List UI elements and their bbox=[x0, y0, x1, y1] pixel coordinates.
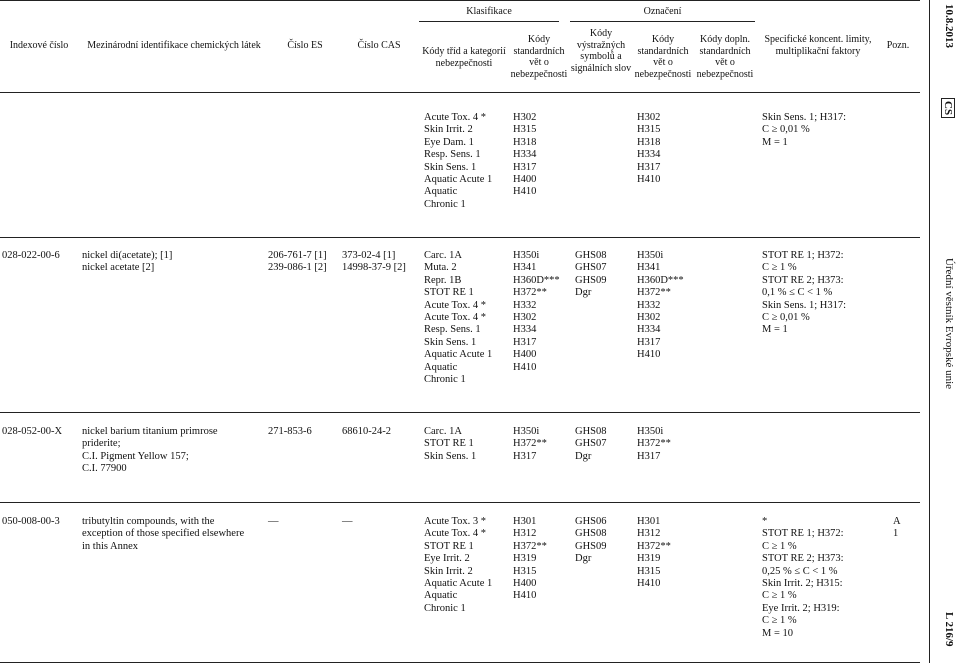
side-divider bbox=[929, 0, 930, 663]
header-intl-id: Mezinárodní identifikace chemických látek bbox=[87, 40, 261, 51]
row1-class-h: H350i H341 H360D*** H372** H332 H302 H334 H317 H400 H410 bbox=[513, 250, 560, 373]
row0-label-h: H302 H315 H318 H334 H317 H410 bbox=[637, 112, 661, 186]
header-spec-limits: Specifické koncent. limity, multiplikační faktory bbox=[764, 34, 872, 57]
row2-ec: 271-853-6 bbox=[268, 426, 312, 437]
side-lang: CS bbox=[941, 98, 955, 118]
row3-class-h: H301 H312 H372** H319 H315 H400 H410 bbox=[513, 516, 547, 602]
side-page: L 216/9 bbox=[943, 612, 955, 647]
row3-index: 050-008-00-3 bbox=[2, 516, 60, 527]
row3-cas: — bbox=[342, 516, 353, 527]
row2-cas: 68610-24-2 bbox=[342, 426, 391, 437]
row0-class-h: H302 H315 H318 H334 H317 H400 H410 bbox=[513, 112, 537, 198]
row3-label-h: H301 H312 H372** H319 H315 H410 bbox=[637, 516, 671, 590]
row2-name: nickel barium titanium primrose priderite; C.I. Pigment Yellow 157; C.I. 77900 bbox=[82, 426, 218, 475]
row3-classes: Acute Tox. 3 * Acute Tox. 4 * STOT RE 1 Eye Irrit. 2 Skin Irrit. 2 Aquatic Acute 1 Aquatic Chronic 1 bbox=[424, 516, 493, 614]
header-suppl-h: Kódy dopln. standardních vět o nebezpečnosti bbox=[696, 34, 754, 80]
row0-classes: Acute Tox. 4 * Skin Irrit. 2 Eye Dam. 1 Resp. Sens. 1 Skin Sens. 1 Aquatic Acute 1 Aquatic Chronic 1 bbox=[424, 112, 493, 210]
row-rule-3 bbox=[0, 502, 920, 503]
header-bottom-rule bbox=[0, 92, 920, 93]
labelling-underline bbox=[570, 21, 755, 22]
side-journal: Úřední věstník Evropské unie bbox=[943, 258, 955, 390]
row0-limits: Skin Sens. 1; H317: C ≥ 0,01 % M = 1 bbox=[762, 112, 847, 148]
row3-name: tributyltin compounds, with the exception of those specified elsewhere in this Annex bbox=[82, 516, 245, 552]
header-classification: Klasifikace bbox=[466, 6, 512, 17]
row3-limits: * STOT RE 1; H372: C ≥ 1 % STOT RE 2; H373: 0,25 % ≤ C < 1 % Skin Irrit. 2; H315: C ≥ 1 % Eye Irrit. 2; H319: C ≥ 1 % M = 10 bbox=[762, 516, 844, 639]
header-class-codes: Kódy tříd a kategorií nebezpečnosti bbox=[422, 46, 506, 69]
row2-class-h: H350i H372** H317 bbox=[513, 426, 547, 462]
row1-limits: STOT RE 1; H372: C ≥ 1 % STOT RE 2; H373: 0,1 % ≤ C < 1 % Skin Sens. 1; H317: C ≥ 0,01 % M = 1 bbox=[762, 250, 847, 336]
header-pictogram: Kódy výstražných symbolů a signálních slov bbox=[570, 28, 632, 74]
header-top-rule bbox=[0, 0, 920, 1]
classification-underline bbox=[419, 21, 559, 22]
row3-notes: A 1 bbox=[893, 516, 901, 540]
row3-ec: — bbox=[268, 516, 279, 527]
row2-index: 028-052-00-X bbox=[2, 426, 63, 437]
row2-classes: Carc. 1A STOT RE 1 Skin Sens. 1 bbox=[424, 426, 477, 462]
row1-index: 028-022-00-6 bbox=[2, 250, 60, 261]
side-date: 10.8.2013 bbox=[943, 4, 955, 48]
row1-label-h: H350i H341 H360D*** H372** H332 H302 H334 H317 H410 bbox=[637, 250, 684, 361]
row1-name: nickel di(acetate); [1] nickel acetate [2] bbox=[82, 250, 173, 274]
row2-picto: GHS08 GHS07 Dgr bbox=[575, 426, 607, 462]
row-rule-1 bbox=[0, 237, 920, 238]
row1-cas: 373-02-4 [1] 14998-37-9 [2] bbox=[342, 250, 406, 274]
header-class-h: Kódy standardních vět o nebezpečnosti bbox=[510, 34, 568, 80]
header-ec-no: Číslo ES bbox=[287, 40, 323, 51]
row2-label-h: H350i H372** H317 bbox=[637, 426, 671, 462]
header-label-h: Kódy standardních vět o nebezpečnosti bbox=[634, 34, 692, 80]
row3-picto: GHS06 GHS08 GHS09 Dgr bbox=[575, 516, 607, 565]
header-cas-no: Číslo CAS bbox=[357, 40, 401, 51]
header-index-no: Indexové číslo bbox=[9, 40, 69, 51]
row1-ec: 206-761-7 [1] 239-086-1 [2] bbox=[268, 250, 327, 274]
row1-picto: GHS08 GHS07 GHS09 Dgr bbox=[575, 250, 607, 299]
header-labelling: Označení bbox=[643, 6, 682, 17]
row1-classes: Carc. 1A Muta. 2 Repr. 1B STOT RE 1 Acute Tox. 4 * Acute Tox. 4 * Resp. Sens. 1 Skin Sens. 1 Aquatic Acute 1 Aquatic Chronic 1 bbox=[424, 250, 493, 386]
row-rule-2 bbox=[0, 412, 920, 413]
header-notes: Pozn. bbox=[886, 40, 910, 51]
